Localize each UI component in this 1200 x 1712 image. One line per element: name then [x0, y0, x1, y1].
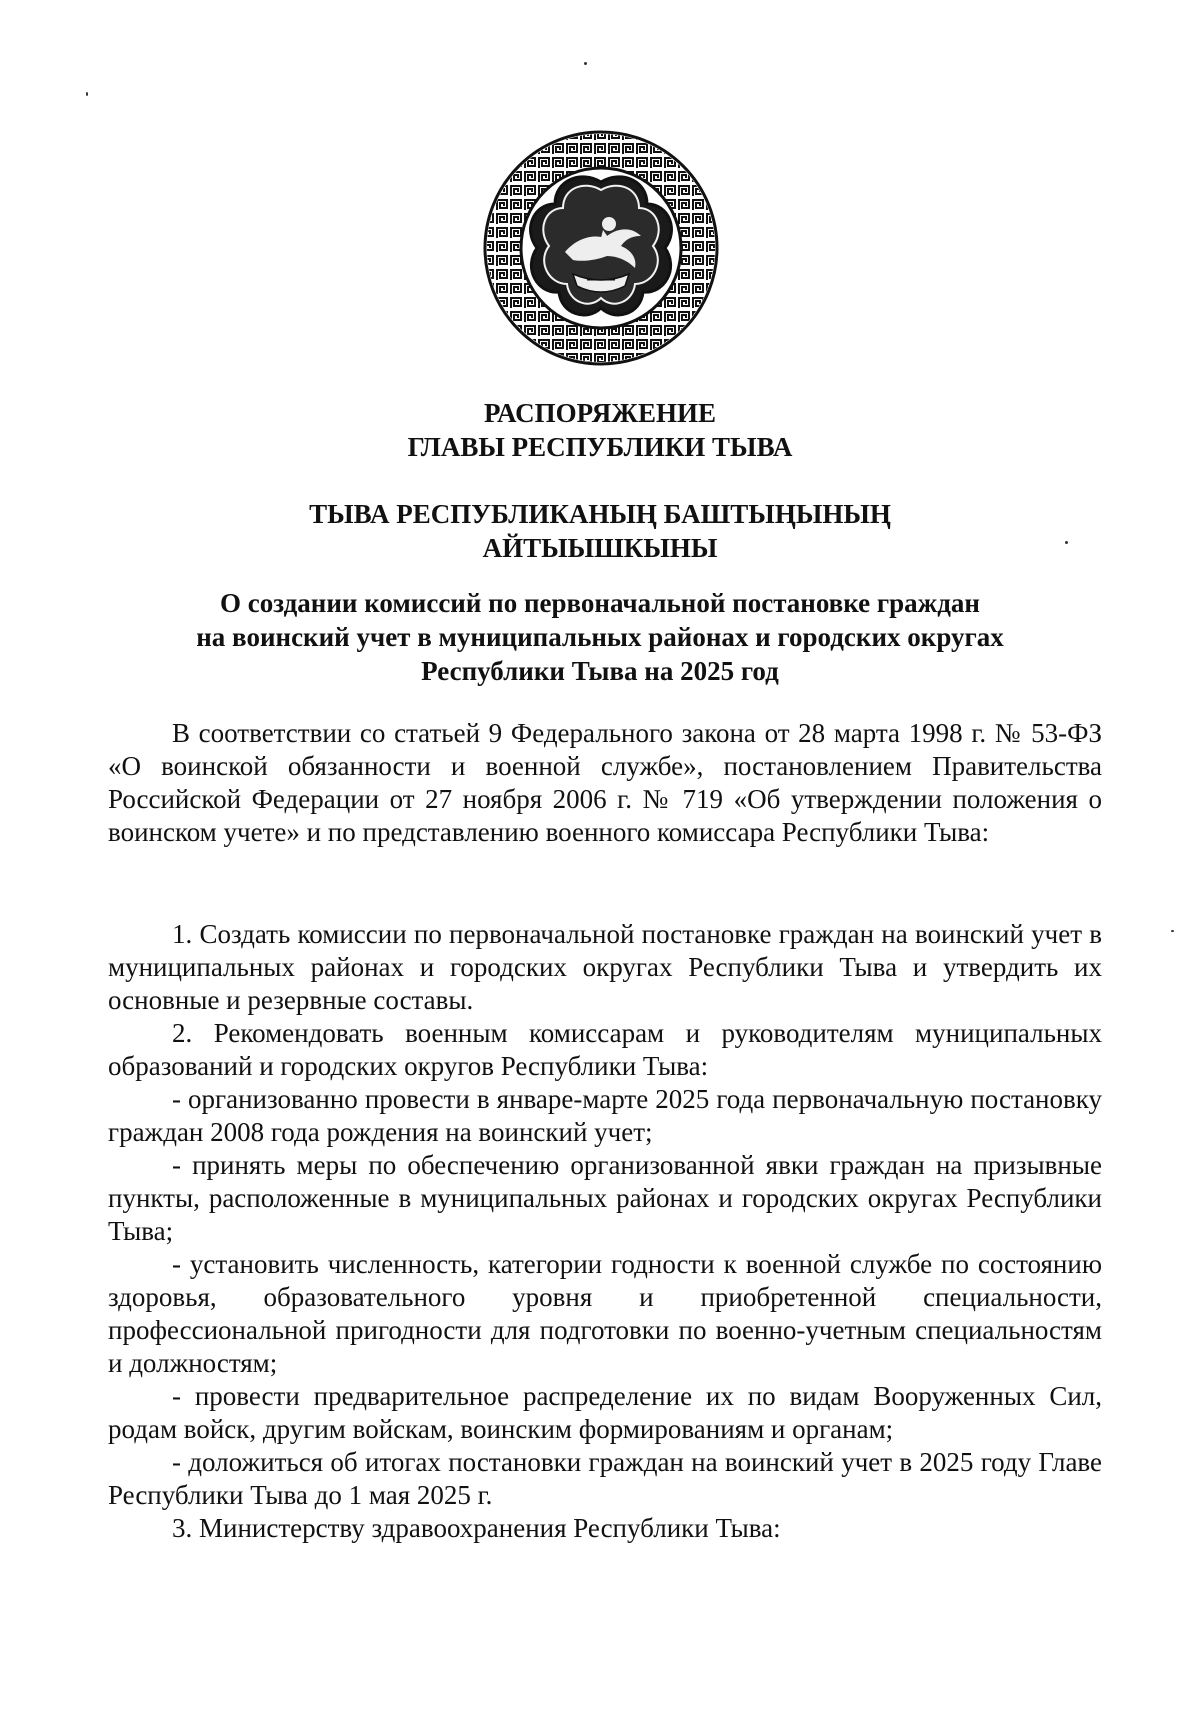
item-3: 3. Министерству здравоохранения Республики Тыва: — [172, 1513, 781, 1543]
title-line-1: О создании комиссий по первоначальной постановке граждан — [220, 588, 980, 618]
scan-speck — [584, 62, 587, 65]
orders-list — [108, 918, 1102, 1545]
item-2: 2. Рекомендовать военным комиссарам и руководителям муниципальных образований и городских округов Республики Тыва: — [108, 1018, 1102, 1081]
item-2-subitem: - установить численность, категории годности к военной службе по состоянию здоровья, образовательного уровня и приобретенной специальности, профессиональной пригодности для подготовки по военно-учетным специальностям и должностям; — [108, 1249, 1102, 1378]
document-type-heading — [0, 396, 1200, 464]
item-2-subitem: - организованно провести в январе-марте 2025 года первоначальную постановку граждан 2008 года рождения на воинский учет; — [108, 1084, 1102, 1147]
tuva-coat-of-arms-icon — [481, 128, 721, 368]
tuvan-heading — [0, 497, 1200, 565]
tuvan-heading-line-2: АЙТЫЫШКЫНЫ — [482, 533, 718, 563]
document-title — [100, 586, 1100, 688]
preamble-paragraph: В соответствии со статьей 9 Федерального закона от 28 марта 1998 г. № 53-ФЗ «О воинской обязанности и военной службе», постановлением Правительства Российской Федерации от 27 ноября 2006 г. № 719 «Об утверждении положения о воинском учете» и по представлению военного комиссара Республики Тыва: — [108, 718, 1102, 847]
item-1: 1. Создать комиссии по первоначальной постановке граждан на воинский учет в муниципальных районах и городских округах Республики Тыва и утвердить их основные и резервные составы. — [108, 919, 1102, 1015]
scan-speck — [1171, 930, 1174, 932]
item-2-subitem: - принять меры по обеспечению организованной явки граждан на призывные пункты, расположенные в муниципальных районах и городских округах Республики Тыва; — [108, 1150, 1102, 1246]
title-line-3: Республики Тыва на 2025 год — [421, 656, 779, 686]
preamble — [108, 717, 1102, 849]
tuvan-heading-line-1: ТЫВА РЕСПУБЛИКАНЫҢ БАШТЫҢЫНЫҢ — [309, 499, 891, 529]
heading-line-1: РАСПОРЯЖЕНИЕ — [483, 398, 717, 428]
item-2-subitem: - провести предварительное распределение их по видам Вооруженных Сил, родам войск, другим войскам, воинским формированиям и органам; — [108, 1381, 1102, 1444]
heading-line-2: ГЛАВЫ РЕСПУБЛИКИ ТЫВА — [407, 432, 793, 462]
title-line-2: на воинский учет в муниципальных районах и городских округах — [196, 622, 1004, 652]
item-2-subitem: - доложиться об итогах постановки граждан на воинский учет в 2025 году Главе Республики Тыва до 1 мая 2025 г. — [108, 1447, 1102, 1510]
scan-speck — [86, 92, 88, 96]
